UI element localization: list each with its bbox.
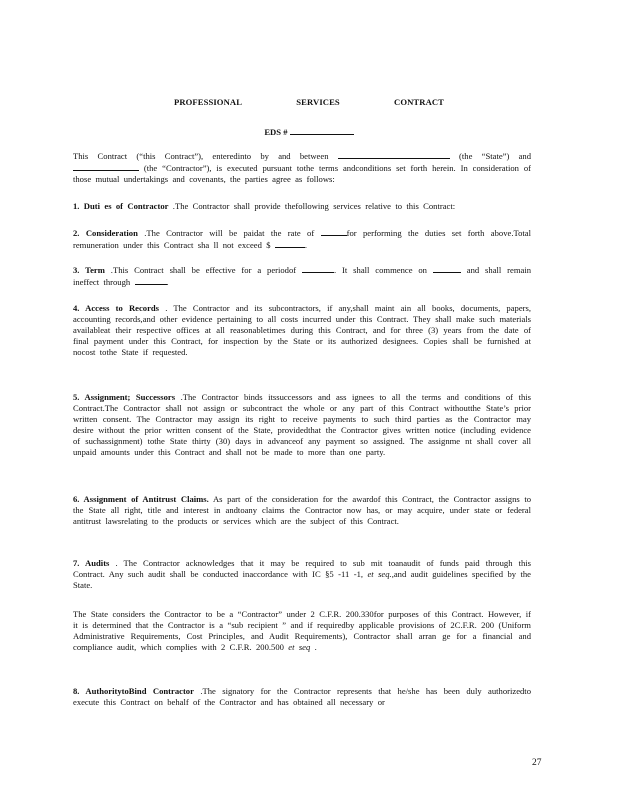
page-number: 27 <box>532 758 542 768</box>
section-text: .The Contractor will be paidat the rate of <box>144 228 315 238</box>
section-text: ,and audit guidelines specified by the State. <box>73 569 531 590</box>
eds-label: EDS # <box>264 127 288 137</box>
section-heading: 6. Assignment of Antitrust Claims. <box>73 494 209 504</box>
section-text: As part of the consideration for the awardof this Contract, the Contractor assigns to the State all right, title and interest in andtoany claims the Contractor now has, or may acquire, under state or federal antitrust lawsrelating to the products or services which are the subject of this Contract. <box>73 494 532 526</box>
commence-date-blank <box>433 264 461 273</box>
section-audits <box>73 558 531 591</box>
title-word: SERVICES <box>296 97 340 107</box>
section-text: . <box>314 642 317 652</box>
intro-text: (the “Contractor”), is executed pursuant tothe terms andconditions set forth herein. <box>143 163 456 173</box>
section-text: for performing the duties set forth above.Total remuneration under this Contract sha ll not exceed $ <box>73 228 531 250</box>
title-word: CONTRACT <box>394 97 445 107</box>
section-heading: 7. Audits <box>73 558 110 568</box>
section-assignment-successors <box>73 392 531 458</box>
section-text: .The Contractor shall provide thefollowing services relative to this Contract: <box>172 201 456 211</box>
intro-text: In consideration of those mutual undertakings and covenants, the parties agree as follows: <box>73 163 531 184</box>
section-heading: 3. Term <box>73 265 105 275</box>
section-duties <box>73 201 531 212</box>
section-text: .This Contract shall be effective for a periodof <box>110 265 297 275</box>
end-date-blank <box>135 276 167 285</box>
section-heading: 8. AuthoritytoBind Contractor <box>73 686 194 696</box>
rate-blank <box>321 227 347 236</box>
section-heading: 1. Duti es of Contractor <box>73 201 169 211</box>
section-term <box>73 264 531 288</box>
period-blank <box>302 264 334 273</box>
section-heading: 2. Consideration <box>73 228 138 238</box>
section-text: . The Contractor and its subcontractors, if any,shall maint ain all books, documents, papers, accounting records,and other evidence pertaining to all costs incurred under this Contract. They shall make such materials availableat their respective offices at all reasonabletimes during this Contract, and for three (3) years from the date of final payment under this Contract, for inspection by the State or its authorized designees. Copies shall be furnished at nocost tothe State if requested. <box>73 303 531 357</box>
contractor-party-blank <box>73 162 139 171</box>
section-text: and shall remain ineffect through <box>73 265 532 287</box>
remuneration-blank <box>275 239 308 250</box>
section-heading: 4. Access to Records <box>73 303 160 313</box>
section-audits-paragraph-2 <box>73 609 531 653</box>
state-party-blank <box>338 150 450 159</box>
eds-number-blank <box>290 126 354 135</box>
section-authority-to-bind <box>73 686 531 708</box>
section-text: .The Contractor binds itssuccessors and ass ignees to all the terms and conditions of this Contract.The Contractor shall not assign or subcontract the whole or any part of this Contract withoutthe State’s prior written consent. The Contractor may assign its right to receive payments to such third parties as the Contractor may desire without the prior written consent of the State, providedthat the Contractor gives written notice (including evidence of suchassignment) tothe State thirty (30) days in advanceof any payment so assigned. The assignme nt shall cover all unpaid amounts under this Contract and shall not be made to more than one party. <box>73 392 531 457</box>
eds-number-line <box>0 126 618 138</box>
section-text: .The signatory for the Contractor represents that he/she has been duly authorizedto execute this Contract on behalf of the Contractor and has obtained all necessary or <box>73 686 531 707</box>
title-word: PROFESSIONAL <box>173 97 243 107</box>
section-text: et seq <box>288 642 311 652</box>
section-text: et seq. <box>367 569 392 579</box>
section-text: The State considers the Contractor to be a “Contractor” under 2 C.F.R. 200.330for purposes of this Contract. However, if it is determined that the Contractor is a “sub recipient ” and if requiredby applicable provisions of 2C.F.R. 200 (Uniform Administrative Requirements, Cost Principles, and Audit Requirements), Contractor shall arran ge for a financial and compliance audit, which complies with 2 C.F.R. 200.500 <box>73 609 531 652</box>
intro-text: This Contract (“this Contract”), enteredinto by and between <box>73 151 329 161</box>
section-text: . <box>166 277 169 287</box>
document-title <box>0 97 618 108</box>
section-text: . It shall commence on <box>334 265 427 275</box>
intro-paragraph <box>73 150 531 185</box>
intro-text: (the “State”) and <box>459 151 531 161</box>
section-heading: 5. Assignment; Successors <box>73 392 176 402</box>
section-consideration <box>73 227 531 251</box>
section-text: . <box>304 240 308 250</box>
section-text: . The Contractor acknowledges that it may be required to sub mit toanaudit of funds paid through this Contract. Any such audit shall be conducted inaccordance with IC §5 -11 -1, <box>73 558 531 579</box>
section-access-to-records <box>73 303 531 358</box>
section-antitrust-claims <box>73 494 531 527</box>
